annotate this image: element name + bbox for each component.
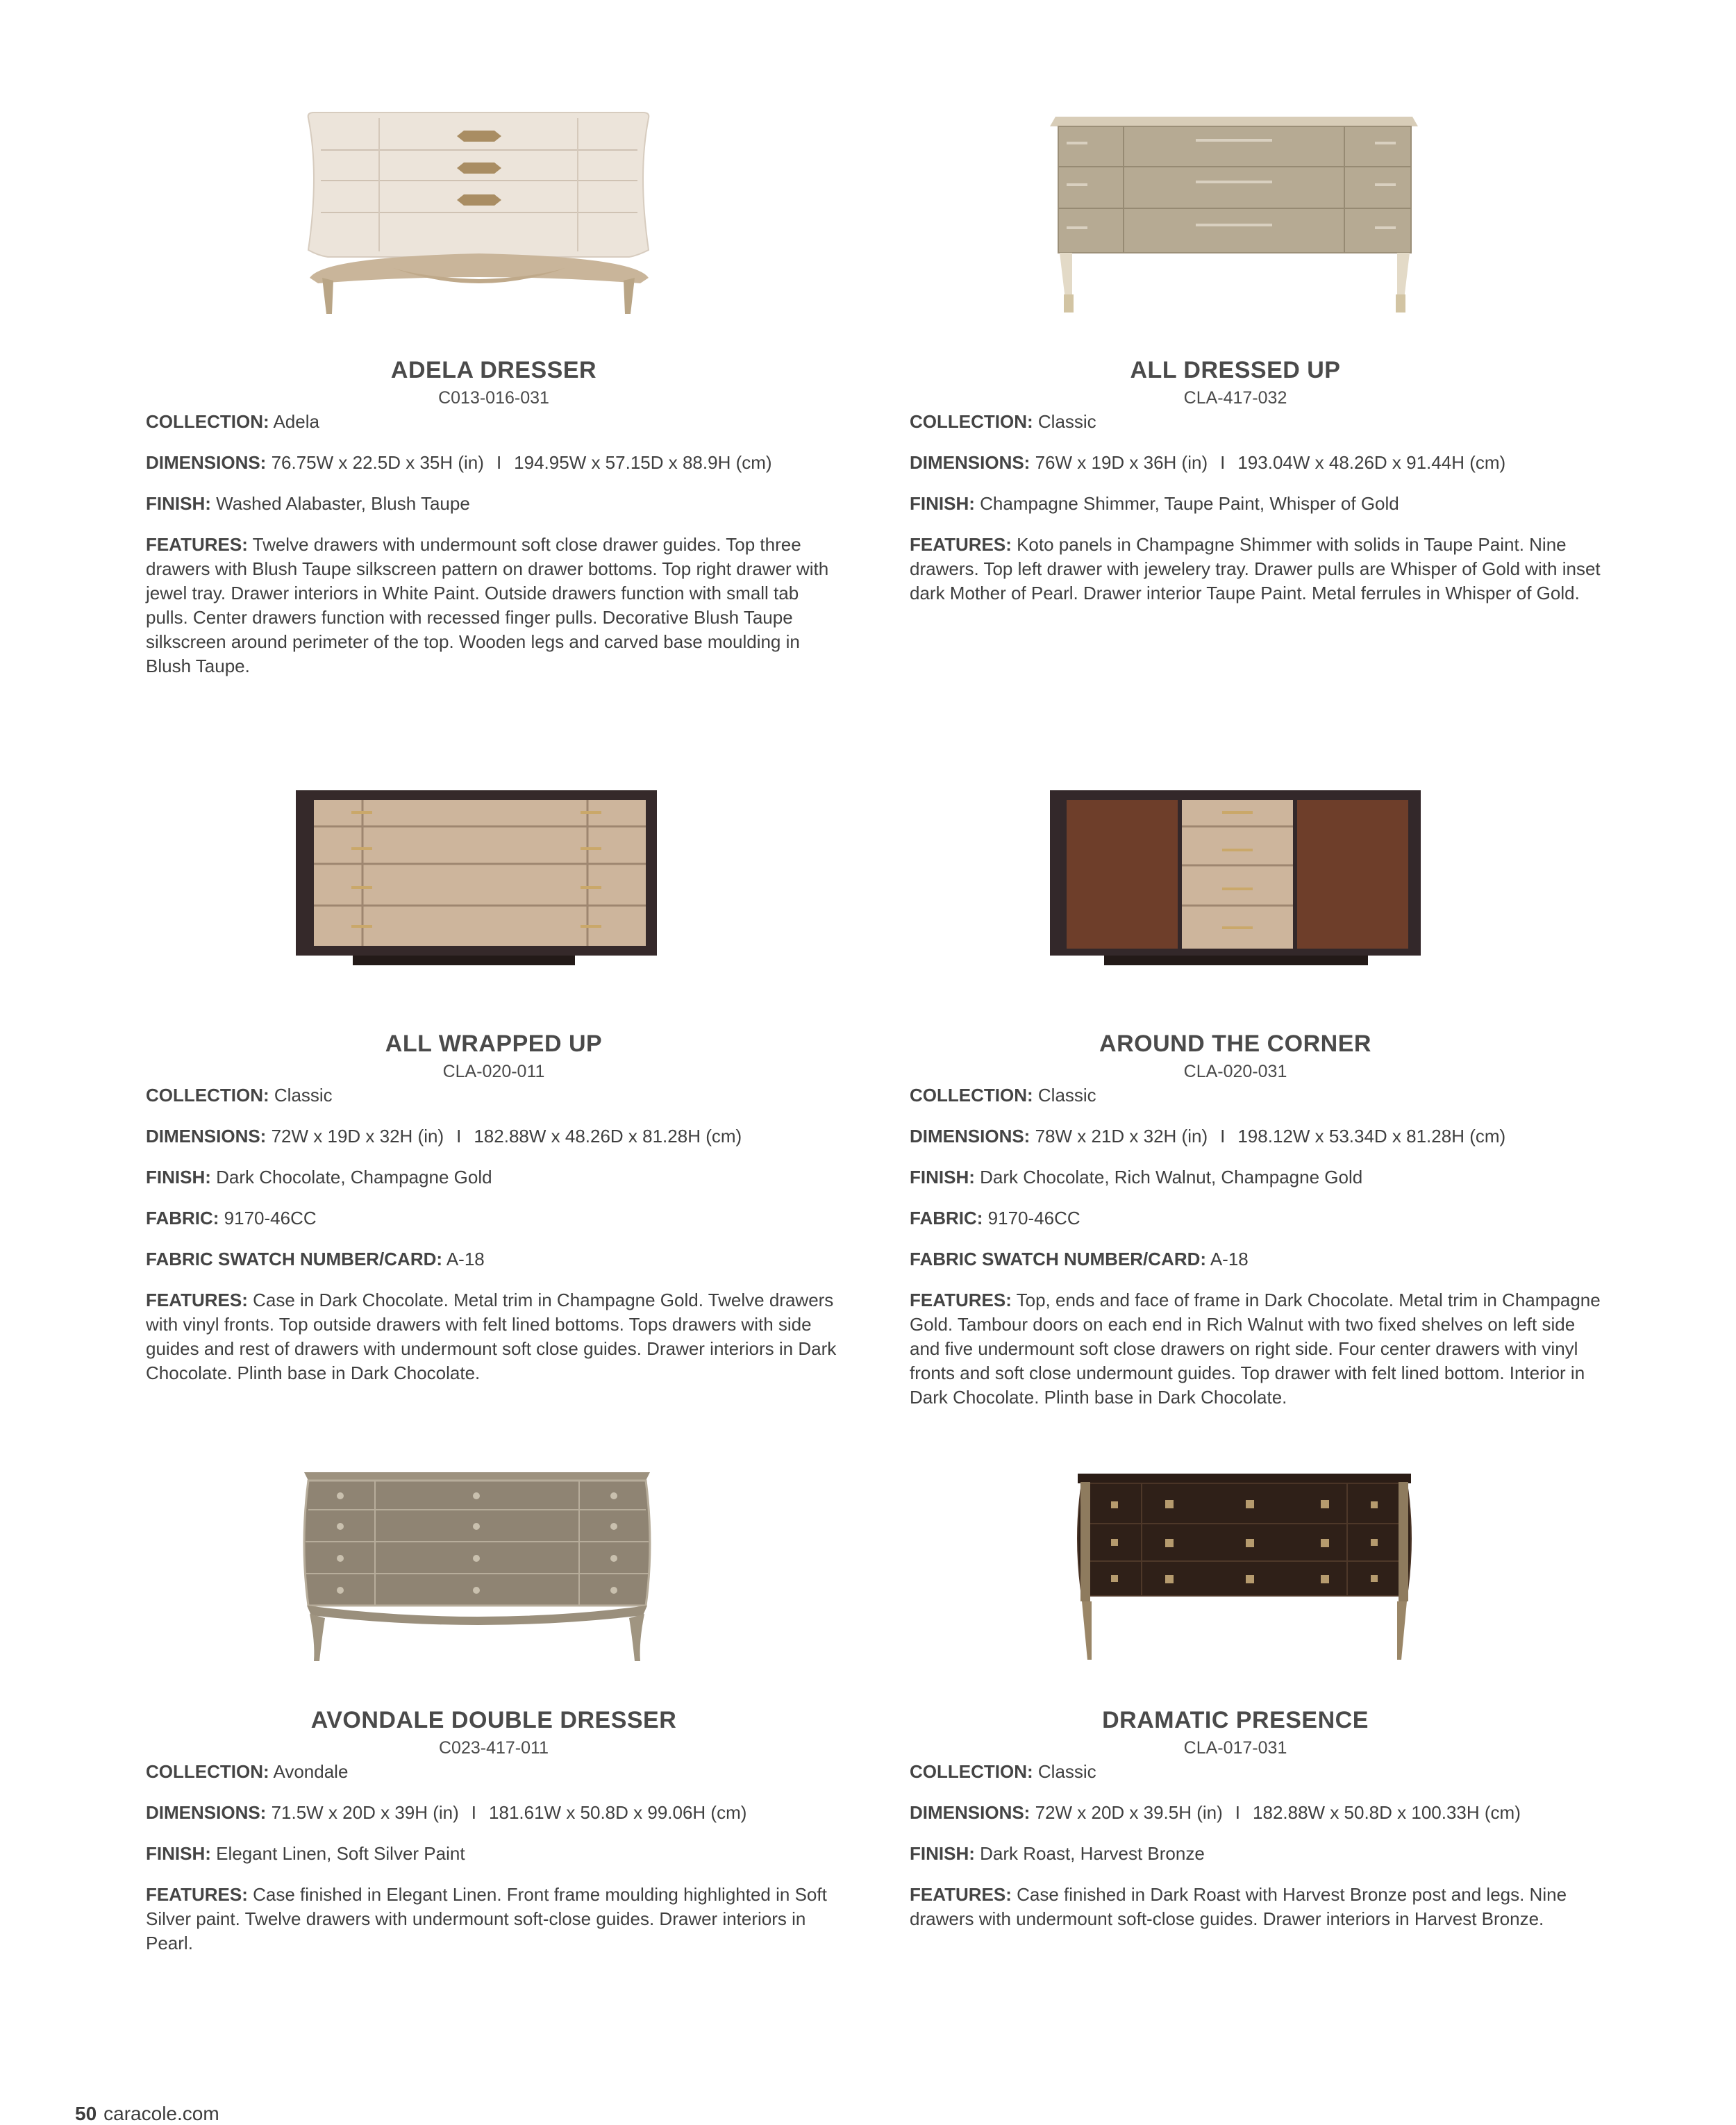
collection-row [910,1760,1604,1784]
finish-row [146,1842,840,1866]
dimensions-cm: 182.88W x 48.26D x 81.28H (cm) [474,1126,742,1147]
dimensions-in: 72W x 20D x 39.5H (in) [1035,1802,1223,1823]
product-name: AVONDALE DOUBLE DRESSER [310,1707,677,1733]
product-around-the-corner [885,743,1586,1082]
fabric-value: 9170-46CC [987,1208,1080,1228]
finish-row [146,492,840,516]
product-sku: C013-016-031 [438,388,549,408]
collection-label: COLLECTION: [146,1761,269,1782]
product-avondale-specs [146,1760,840,1956]
features-row [146,1883,840,1956]
page-number: 50 [75,2103,97,2124]
site-link[interactable]: caracole.com [103,2103,219,2124]
features-label: FEATURES: [146,1884,248,1905]
product-all-wrapped-up [143,743,844,1082]
product-image [885,743,1586,1007]
finish-row [146,1165,840,1190]
dimensions-row [146,1124,840,1149]
features-value: Twelve drawers with undermount soft close drawer guides. Top three drawers with Blush Taupe silkscreen pattern on drawer bottoms. Top right drawer with jewel tray. Drawer interiors in White Paint. Outside drawers function with small tab pulls. Center drawers function with recessed finger pulls. Decorative Blush Taupe silkscreen around perimeter of the top. Wooden legs and carved base moulding in Blush Taupe. [146,534,829,676]
product-name: AROUND THE CORNER [1099,1031,1371,1057]
product-all-dressed-up [885,69,1586,408]
collection-value: Classic [1037,1085,1096,1106]
dimensions-in: 71.5W x 20D x 39H (in) [271,1802,459,1823]
finish-value: Elegant Linen, Soft Silver Paint [216,1843,465,1864]
dimensions-label: DIMENSIONS: [910,1802,1030,1823]
page-footer [75,2103,219,2125]
collection-row [910,1083,1604,1108]
finish-row [910,1842,1604,1866]
collection-row [146,410,840,434]
collection-value: Classic [274,1085,333,1106]
product-image [143,1419,844,1683]
finish-label: FINISH: [910,1843,975,1864]
features-row [146,1288,840,1385]
dimensions-row [146,1801,840,1825]
dimensions-label: DIMENSIONS: [910,452,1030,473]
separator: I [1220,1126,1226,1147]
product-name: DRAMATIC PRESENCE [1102,1707,1369,1733]
product-dramatic-presence-specs [910,1760,1604,1931]
collection-label: COLLECTION: [910,411,1033,432]
dimensions-in: 76.75W x 22.5D x 35H (in) [271,452,484,473]
product-all-wrapped-up-specs [146,1083,840,1385]
dimensions-cm: 194.95W x 57.15D x 88.9H (cm) [514,452,772,473]
features-row [910,1883,1604,1931]
finish-label: FINISH: [146,1167,211,1188]
features-label: FEATURES: [910,1884,1012,1905]
all-wrapped-up-image [143,743,844,1007]
product-image [143,69,844,333]
product-adela-dresser [143,69,844,408]
separator: I [496,452,502,473]
collection-value: Adela [273,411,319,432]
product-around-the-corner-specs [910,1083,1604,1410]
finish-label: FINISH: [910,1167,975,1188]
product-sku: CLA-017-031 [1183,1738,1287,1758]
dimensions-cm: 181.61W x 50.8D x 99.06H (cm) [489,1802,747,1823]
features-value: Case finished in Elegant Linen. Front frame moulding highlighted in Soft Silver paint. Twelve drawers with undermount soft-close guides. Drawer interiors in Pearl. [146,1884,827,1953]
product-dramatic-presence [885,1419,1586,1758]
product-name: ALL DRESSED UP [1130,357,1341,383]
finish-row [910,492,1604,516]
swatch-value: A-18 [446,1249,485,1269]
features-value: Koto panels in Champagne Shimmer with solids in Taupe Paint. Nine drawers. Top left drawer with jewelery tray. Drawer pulls are Whisper of Gold with inset dark Mother of Pearl. Drawer interior Taupe Paint. Metal ferrules in Whisper of Gold. [910,534,1601,603]
dimensions-row [910,451,1604,475]
collection-row [910,410,1604,434]
dimensions-label: DIMENSIONS: [146,452,267,473]
swatch-label: FABRIC SWATCH NUMBER/CARD: [146,1249,443,1269]
separator: I [456,1126,462,1147]
collection-label: COLLECTION: [146,1085,269,1106]
features-value: Case finished in Dark Roast with Harvest Bronze post and legs. Nine drawers with undermount soft-close guides. Drawer interiors in Harvest Bronze. [910,1884,1567,1929]
collection-value: Classic [1037,411,1096,432]
finish-label: FINISH: [146,493,211,514]
collection-row [146,1083,840,1108]
finish-label: FINISH: [910,493,975,514]
product-sku: CLA-020-011 [442,1062,545,1081]
finish-value: Dark Chocolate, Champagne Gold [216,1167,492,1188]
features-value: Case in Dark Chocolate. Metal trim in Champagne Gold. Twelve drawers with vinyl fronts. Top outside drawers with felt lined bottoms. Tops drawers with side guides and rest of drawers with undermount soft close guides. Drawer interiors in Dark Chocolate. Plinth base in Dark Chocolate. [146,1290,837,1383]
dimensions-label: DIMENSIONS: [146,1802,267,1823]
product-image [143,743,844,1007]
features-row [910,1288,1604,1410]
collection-label: COLLECTION: [910,1761,1033,1782]
fabric-row [146,1206,840,1231]
avondale-image [143,1419,844,1683]
product-sku: C023-417-011 [439,1738,549,1758]
product-all-dressed-up-specs [910,410,1604,606]
dimensions-cm: 198.12W x 53.34D x 81.28H (cm) [1237,1126,1506,1147]
swatch-row [910,1247,1604,1272]
features-label: FEATURES: [910,1290,1012,1310]
collection-value: Classic [1037,1761,1096,1782]
finish-value: Washed Alabaster, Blush Taupe [216,493,470,514]
finish-row [910,1165,1604,1190]
dimensions-in: 78W x 21D x 32H (in) [1035,1126,1208,1147]
dimensions-row [910,1801,1604,1825]
product-sku: CLA-417-032 [1183,388,1287,408]
all-dressed-up-image [885,69,1586,333]
adela-dresser-image [143,69,844,333]
product-image [885,1419,1586,1683]
separator: I [1235,1802,1241,1823]
finish-value: Champagne Shimmer, Taupe Paint, Whisper of Gold [980,493,1399,514]
dimensions-label: DIMENSIONS: [146,1126,267,1147]
fabric-value: 9170-46CC [224,1208,317,1228]
collection-value: Avondale [273,1761,349,1782]
collection-row [146,1760,840,1784]
collection-label: COLLECTION: [146,411,269,432]
fabric-row [910,1206,1604,1231]
features-value: Top, ends and face of frame in Dark Chocolate. Metal trim in Champagne Gold. Tambour doors on each end in Rich Walnut with two fixed shelves on left side and five undermount soft close drawers on right side. Four center drawers with vinyl fronts and soft close undermount guides. Top drawer with felt lined bottom. Interior in Dark Chocolate. Plinth base in Dark Chocolate. [910,1290,1601,1408]
swatch-value: A-18 [1210,1249,1249,1269]
dramatic-presence-image [885,1419,1586,1683]
swatch-row [146,1247,840,1272]
separator: I [1220,452,1226,473]
swatch-label: FABRIC SWATCH NUMBER/CARD: [910,1249,1207,1269]
dimensions-cm: 193.04W x 48.26D x 91.44H (cm) [1237,452,1506,473]
features-row [910,533,1604,606]
dimensions-cm: 182.88W x 50.8D x 100.33H (cm) [1253,1802,1521,1823]
dimensions-in: 76W x 19D x 36H (in) [1035,452,1208,473]
features-row [146,533,840,678]
product-sku: CLA-020-031 [1183,1062,1287,1081]
finish-value: Dark Chocolate, Rich Walnut, Champagne Gold [980,1167,1363,1188]
product-avondale-double-dresser [143,1419,844,1758]
dimensions-in: 72W x 19D x 32H (in) [271,1126,444,1147]
around-the-corner-image [885,743,1586,1007]
features-label: FEATURES: [146,1290,248,1310]
fabric-label: FABRIC: [146,1208,219,1228]
dimensions-row [146,451,840,475]
separator: I [471,1802,477,1823]
features-label: FEATURES: [146,534,248,555]
features-label: FEATURES: [910,534,1012,555]
product-name: ALL WRAPPED UP [385,1031,603,1057]
product-adela-specs [146,410,840,678]
finish-value: Dark Roast, Harvest Bronze [980,1843,1205,1864]
product-image [885,69,1586,333]
product-name: ADELA DRESSER [390,357,597,383]
collection-label: COLLECTION: [910,1085,1033,1106]
fabric-label: FABRIC: [910,1208,983,1228]
finish-label: FINISH: [146,1843,211,1864]
dimensions-row [910,1124,1604,1149]
dimensions-label: DIMENSIONS: [910,1126,1030,1147]
